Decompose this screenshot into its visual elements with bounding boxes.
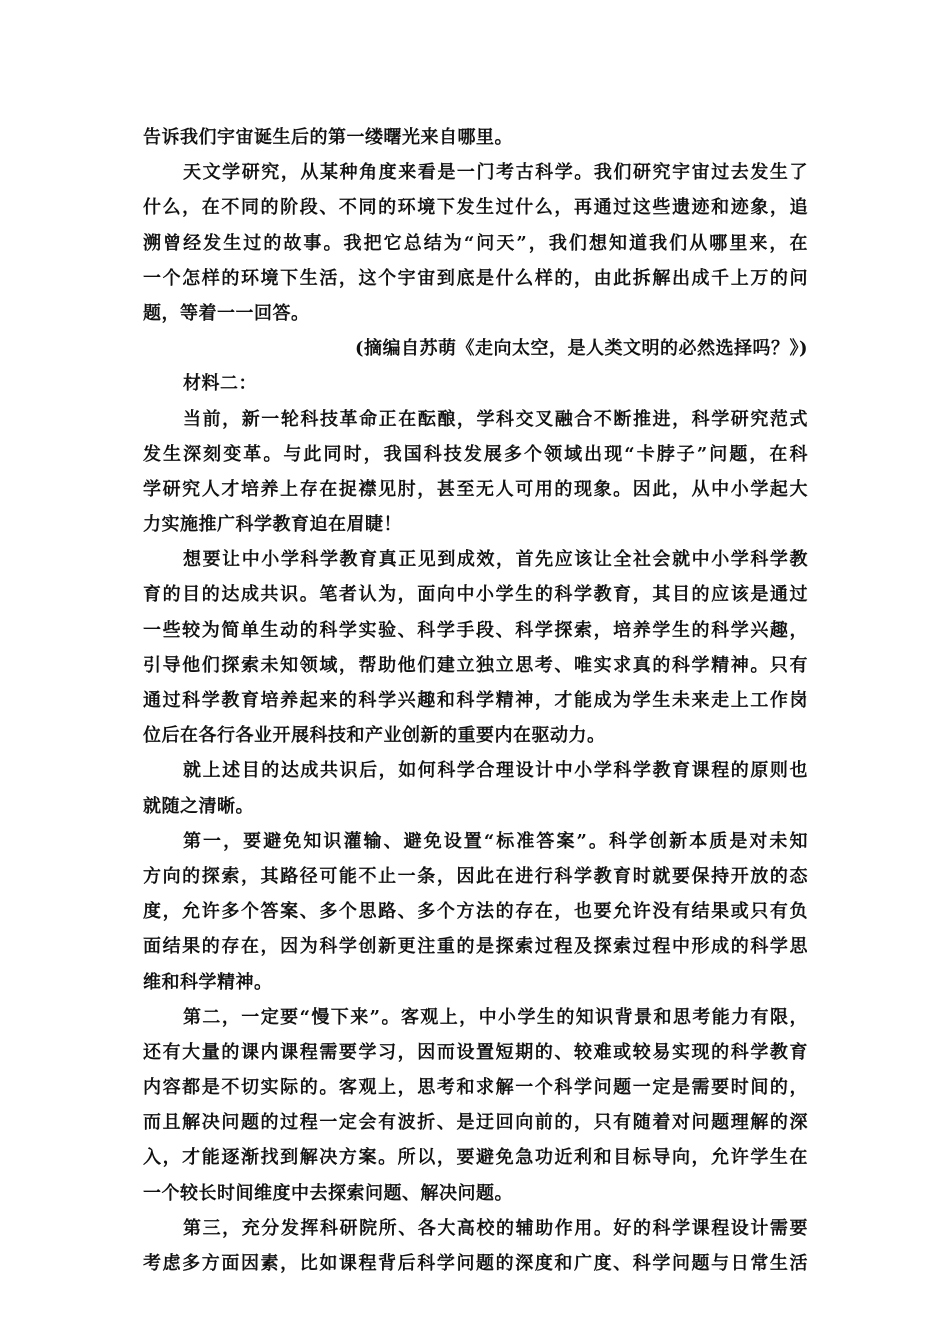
text-line: 育的目的达成共识。笔者认为，面向中小学生的科学教育，其目的应该是通过 xyxy=(143,584,808,606)
text-line: 材料二： xyxy=(183,373,257,395)
text-line: 内容都是不切实际的。客观上，思考和求解一个科学问题一定是需要时间的， xyxy=(143,1077,808,1099)
text-line: 一个怎样的环境下生活，这个宇宙到底是什么样的，由此拆解出成千上万的问 xyxy=(143,267,808,289)
text-line: 入，才能逐渐找到解决方案。所以，要避免急功近利和目标导向，允许学生在 xyxy=(143,1147,808,1169)
text-line: 一些较为简单生动的科学实验、科学手段、科学探索，培养学生的科学兴趣， xyxy=(143,619,808,641)
text-line: 度，允许多个答案、多个思路、多个方法的存在，也要允许没有结果或只有负 xyxy=(143,901,808,923)
text-line: 什么，在不同的阶段、不同的环境下发生过什么，再通过这些遗迹和迹象，追 xyxy=(143,197,808,219)
text-line: 题，等着一一回答。 xyxy=(143,302,310,324)
text-line: 告诉我们宇宙诞生后的第一缕曙光来自哪里。 xyxy=(143,127,513,148)
text-line: 发生深刻变革。与此同时，我国科技发展多个领域出现“卡脖子”问题，在科 xyxy=(143,443,808,465)
text-line: 就上述目的达成共识后，如何科学合理设计中小学科学教育课程的原则也 xyxy=(183,760,808,782)
text-line: 还有大量的课内课程需要学习，因而设置短期的、较难或较易实现的科学教育 xyxy=(143,1041,808,1063)
text-line: 引导他们探索未知领域，帮助他们建立独立思考、唯实求真的科学精神。只有 xyxy=(143,654,808,676)
text-line: 而且解决问题的过程一定会有波折、是迂回向前的，只有随着对问题理解的深 xyxy=(143,1112,808,1134)
text-line: 一个较长时间维度中去探索问题、解决问题。 xyxy=(143,1182,513,1204)
text-line: 当前，新一轮科技革命正在酝酿，学科交叉融合不断推进，科学研究范式 xyxy=(183,408,808,430)
text-line: 考虑多方面因素，比如课程背后科学问题的深度和广度、科学问题与日常生活 xyxy=(143,1253,808,1274)
text-line: 想要让中小学科学教育真正见到成效，首先应该让全社会就中小学科学教 xyxy=(183,549,808,571)
text-line: 学研究人才培养上存在捉襟见肘，甚至无人可用的现象。因此，从中小学起大 xyxy=(143,478,808,500)
text-line: 第二，一定要“慢下来”。客观上，中小学生的知识背景和思考能力有限， xyxy=(183,1006,808,1028)
text-line: 通过科学教育培养起来的科学兴趣和科学精神，才能成为学生未来走上工作岗 xyxy=(143,690,808,711)
text-line: 天文学研究，从某种角度来看是一门考古科学。我们研究宇宙过去发生了 xyxy=(183,162,808,184)
text-line: 就随之清晰。 xyxy=(143,795,254,817)
text-line: 力实施推广科学教育迫在眉睫！ xyxy=(143,514,402,536)
document-page xyxy=(143,120,808,1281)
text-line: 位后在各行各业开展科技和产业创新的重要内在驱动力。 xyxy=(143,725,606,747)
text-line: 第三，充分发挥科研院所、各大高校的辅助作用。好的科学课程设计需要 xyxy=(183,1217,808,1239)
text-line: 方向的探索，其路径可能不止一条，因此在进行科学教育时就要保持开放的态 xyxy=(143,865,808,887)
text-line: 第一，要避免知识灌输、避免设置“标准答案”。科学创新本质是对未知 xyxy=(183,830,808,852)
source-citation: (摘编自苏萌《走向太空，是人类文明的必然选择吗？》) xyxy=(354,338,808,360)
text-line: 面结果的存在，因为科学创新更注重的是探索过程及探索过程中形成的科学思 xyxy=(143,936,808,958)
text-line: 维和科学精神。 xyxy=(143,971,273,993)
text-line: 溯曾经发生过的故事。我把它总结为“问天”，我们想知道我们从哪里来，在 xyxy=(143,232,808,254)
